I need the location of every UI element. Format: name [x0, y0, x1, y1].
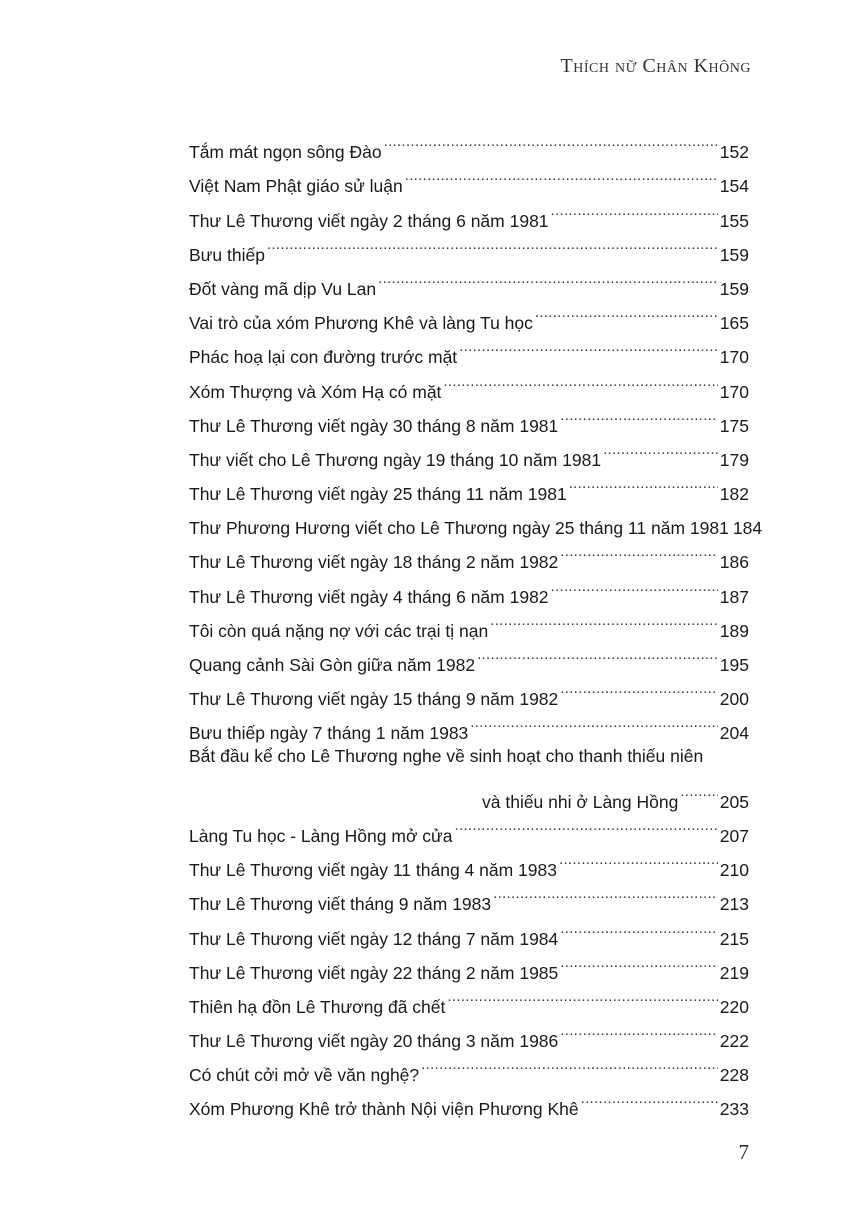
toc-entry — [189, 261, 749, 299]
toc-entry-title: Thư Lê Thương viết ngày 2 tháng 6 năm 1981 — [189, 210, 549, 231]
toc-entry-page: 154 — [719, 176, 749, 197]
toc-entry-title: Làng Tu học - Làng Hồng mở cửa — [189, 825, 453, 846]
dot-leader — [493, 876, 718, 910]
toc-entry-title: Thư Lê Thương viết tháng 9 năm 1983 — [189, 894, 492, 915]
toc-entry-page: 182 — [719, 484, 749, 505]
dot-leader — [680, 774, 717, 808]
toc-entry-page: 210 — [719, 860, 749, 881]
toc-entry-page: 155 — [719, 210, 749, 231]
toc-entry-page: 152 — [719, 142, 749, 163]
toc-entry-title: Thư Lê Thương viết ngày 11 tháng 4 năm 1983 — [189, 860, 557, 881]
table-of-contents — [189, 124, 763, 1120]
toc-entry-title: Đốt vàng mã dịp Vu Lan — [189, 278, 377, 299]
dot-leader — [470, 705, 718, 739]
toc-entry-page: 204 — [719, 723, 749, 744]
dot-leader — [560, 1013, 718, 1047]
toc-entry-page: 165 — [719, 313, 749, 334]
dot-leader — [560, 910, 718, 944]
toc-entry-title: Tắm mát ngọn sông Đào — [189, 142, 382, 163]
toc-entry-page: 219 — [719, 962, 749, 983]
toc-entry-page: 222 — [719, 1031, 749, 1052]
toc-entry-page: 189 — [719, 620, 749, 641]
toc-entry — [189, 739, 749, 773]
toc-entry-page: 207 — [719, 825, 749, 846]
toc-entry-page: 213 — [719, 894, 749, 915]
toc-entry-page: 159 — [719, 244, 749, 265]
toc-entry-page: 170 — [719, 347, 749, 368]
toc-entry-page: 170 — [719, 381, 749, 402]
dot-leader — [421, 1047, 718, 1081]
toc-entry — [189, 227, 749, 265]
toc-entry-title: Bắt đầu kể cho Lê Thương nghe về sinh hoạt cho thanh thiếu niên — [189, 746, 704, 767]
toc-entry-title: Phác hoạ lại con đường trước mặt — [189, 347, 458, 368]
dot-leader — [378, 261, 718, 295]
toc-entry-title: Thiên hạ đồn Lê Thương đã chết — [189, 996, 446, 1017]
toc-entry-title: Thư Phương Hương viết cho Lê Thương ngày 25 tháng 11 năm 1981 — [189, 518, 729, 539]
toc-entry-title: Bưu thiếp — [189, 244, 265, 265]
toc-entry-page: 228 — [719, 1065, 749, 1086]
running-header: Thích nữ Chân Không — [560, 55, 751, 77]
dot-leader — [603, 432, 718, 466]
dot-leader — [490, 603, 718, 637]
toc-entry-title: Có chút cởi mở về văn nghệ? — [189, 1065, 420, 1086]
toc-entry-title: Thư Lê Thương viết ngày 4 tháng 6 năm 1982 — [189, 586, 549, 607]
toc-entry-page: 200 — [719, 689, 749, 710]
toc-entry-page: 220 — [719, 996, 749, 1017]
toc-entry-title: Thư Lê Thương viết ngày 22 tháng 2 năm 1985 — [189, 962, 559, 983]
toc-entry-title: Xóm Phương Khê trở thành Nội viện Phương Khê — [189, 1099, 579, 1120]
toc-entry — [189, 124, 749, 163]
dot-leader — [560, 398, 718, 432]
toc-entry-page: 184 — [732, 518, 763, 539]
dot-leader — [535, 295, 718, 329]
dot-leader — [454, 808, 717, 842]
toc-entry-page: 179 — [719, 449, 749, 470]
toc-entry-page: 195 — [719, 655, 749, 675]
dot-leader — [267, 227, 718, 261]
toc-entry-page: 186 — [719, 552, 749, 573]
dot-leader — [551, 192, 718, 226]
dot-leader — [443, 363, 717, 397]
dot-leader — [405, 158, 718, 192]
dot-leader — [459, 329, 718, 363]
toc-entry-title: Việt Nam Phật giáo sử luận — [189, 176, 403, 197]
toc-entry-page: 215 — [719, 928, 749, 949]
toc-entry-title: Tôi còn quá nặng nợ với các trại tị nạn — [189, 620, 489, 641]
toc-entry-title: Thư Lê Thương viết ngày 20 tháng 3 năm 1986 — [189, 1031, 559, 1052]
toc-entry — [189, 774, 749, 812]
dot-leader — [560, 945, 718, 979]
toc-entry-title: Xóm Thượng và Xóm Hạ có mặt — [189, 381, 442, 402]
toc-entry-title: Vai trò của xóm Phương Khê và làng Tu học — [189, 313, 533, 334]
toc-entry-page: 233 — [719, 1099, 749, 1120]
dot-leader — [477, 637, 718, 671]
dot-leader — [569, 466, 718, 500]
toc-entry-title: Thư viết cho Lê Thương ngày 19 tháng 10 năm 1981 — [189, 449, 602, 470]
toc-entry-title: Thư Lê Thương viết ngày 25 tháng 11 năm 1981 — [189, 484, 567, 505]
dot-leader — [447, 979, 717, 1013]
dot-leader — [560, 671, 718, 705]
dot-leader — [384, 124, 718, 158]
toc-entry-title: và thiếu nhi ở Làng Hồng — [482, 791, 679, 812]
toc-entry-title: Quang cảnh Sài Gòn giữa năm 1982 — [189, 655, 476, 675]
toc-entry-title: Thư Lê Thương viết ngày 18 tháng 2 năm 1982 — [189, 552, 559, 573]
dot-leader — [551, 568, 718, 602]
toc-entry-title: Bưu thiếp ngày 7 tháng 1 năm 1983 — [189, 723, 469, 744]
toc-entry-page: 187 — [719, 586, 749, 607]
dot-leader — [559, 842, 718, 876]
dot-leader — [560, 534, 718, 568]
toc-entry-title: Thư Lê Thương viết ngày 15 tháng 9 năm 1982 — [189, 689, 559, 710]
toc-entry-title: Thư Lê Thương viết ngày 12 tháng 7 năm 1984 — [189, 928, 559, 949]
toc-entry-page: 205 — [719, 791, 749, 812]
toc-entry-title: Thư Lê Thương viết ngày 30 tháng 8 năm 1981 — [189, 415, 559, 436]
toc-entry-page: 175 — [719, 415, 749, 436]
page-number: 7 — [738, 1140, 749, 1164]
toc-entry-page: 159 — [719, 278, 749, 299]
dot-leader — [581, 1081, 718, 1115]
